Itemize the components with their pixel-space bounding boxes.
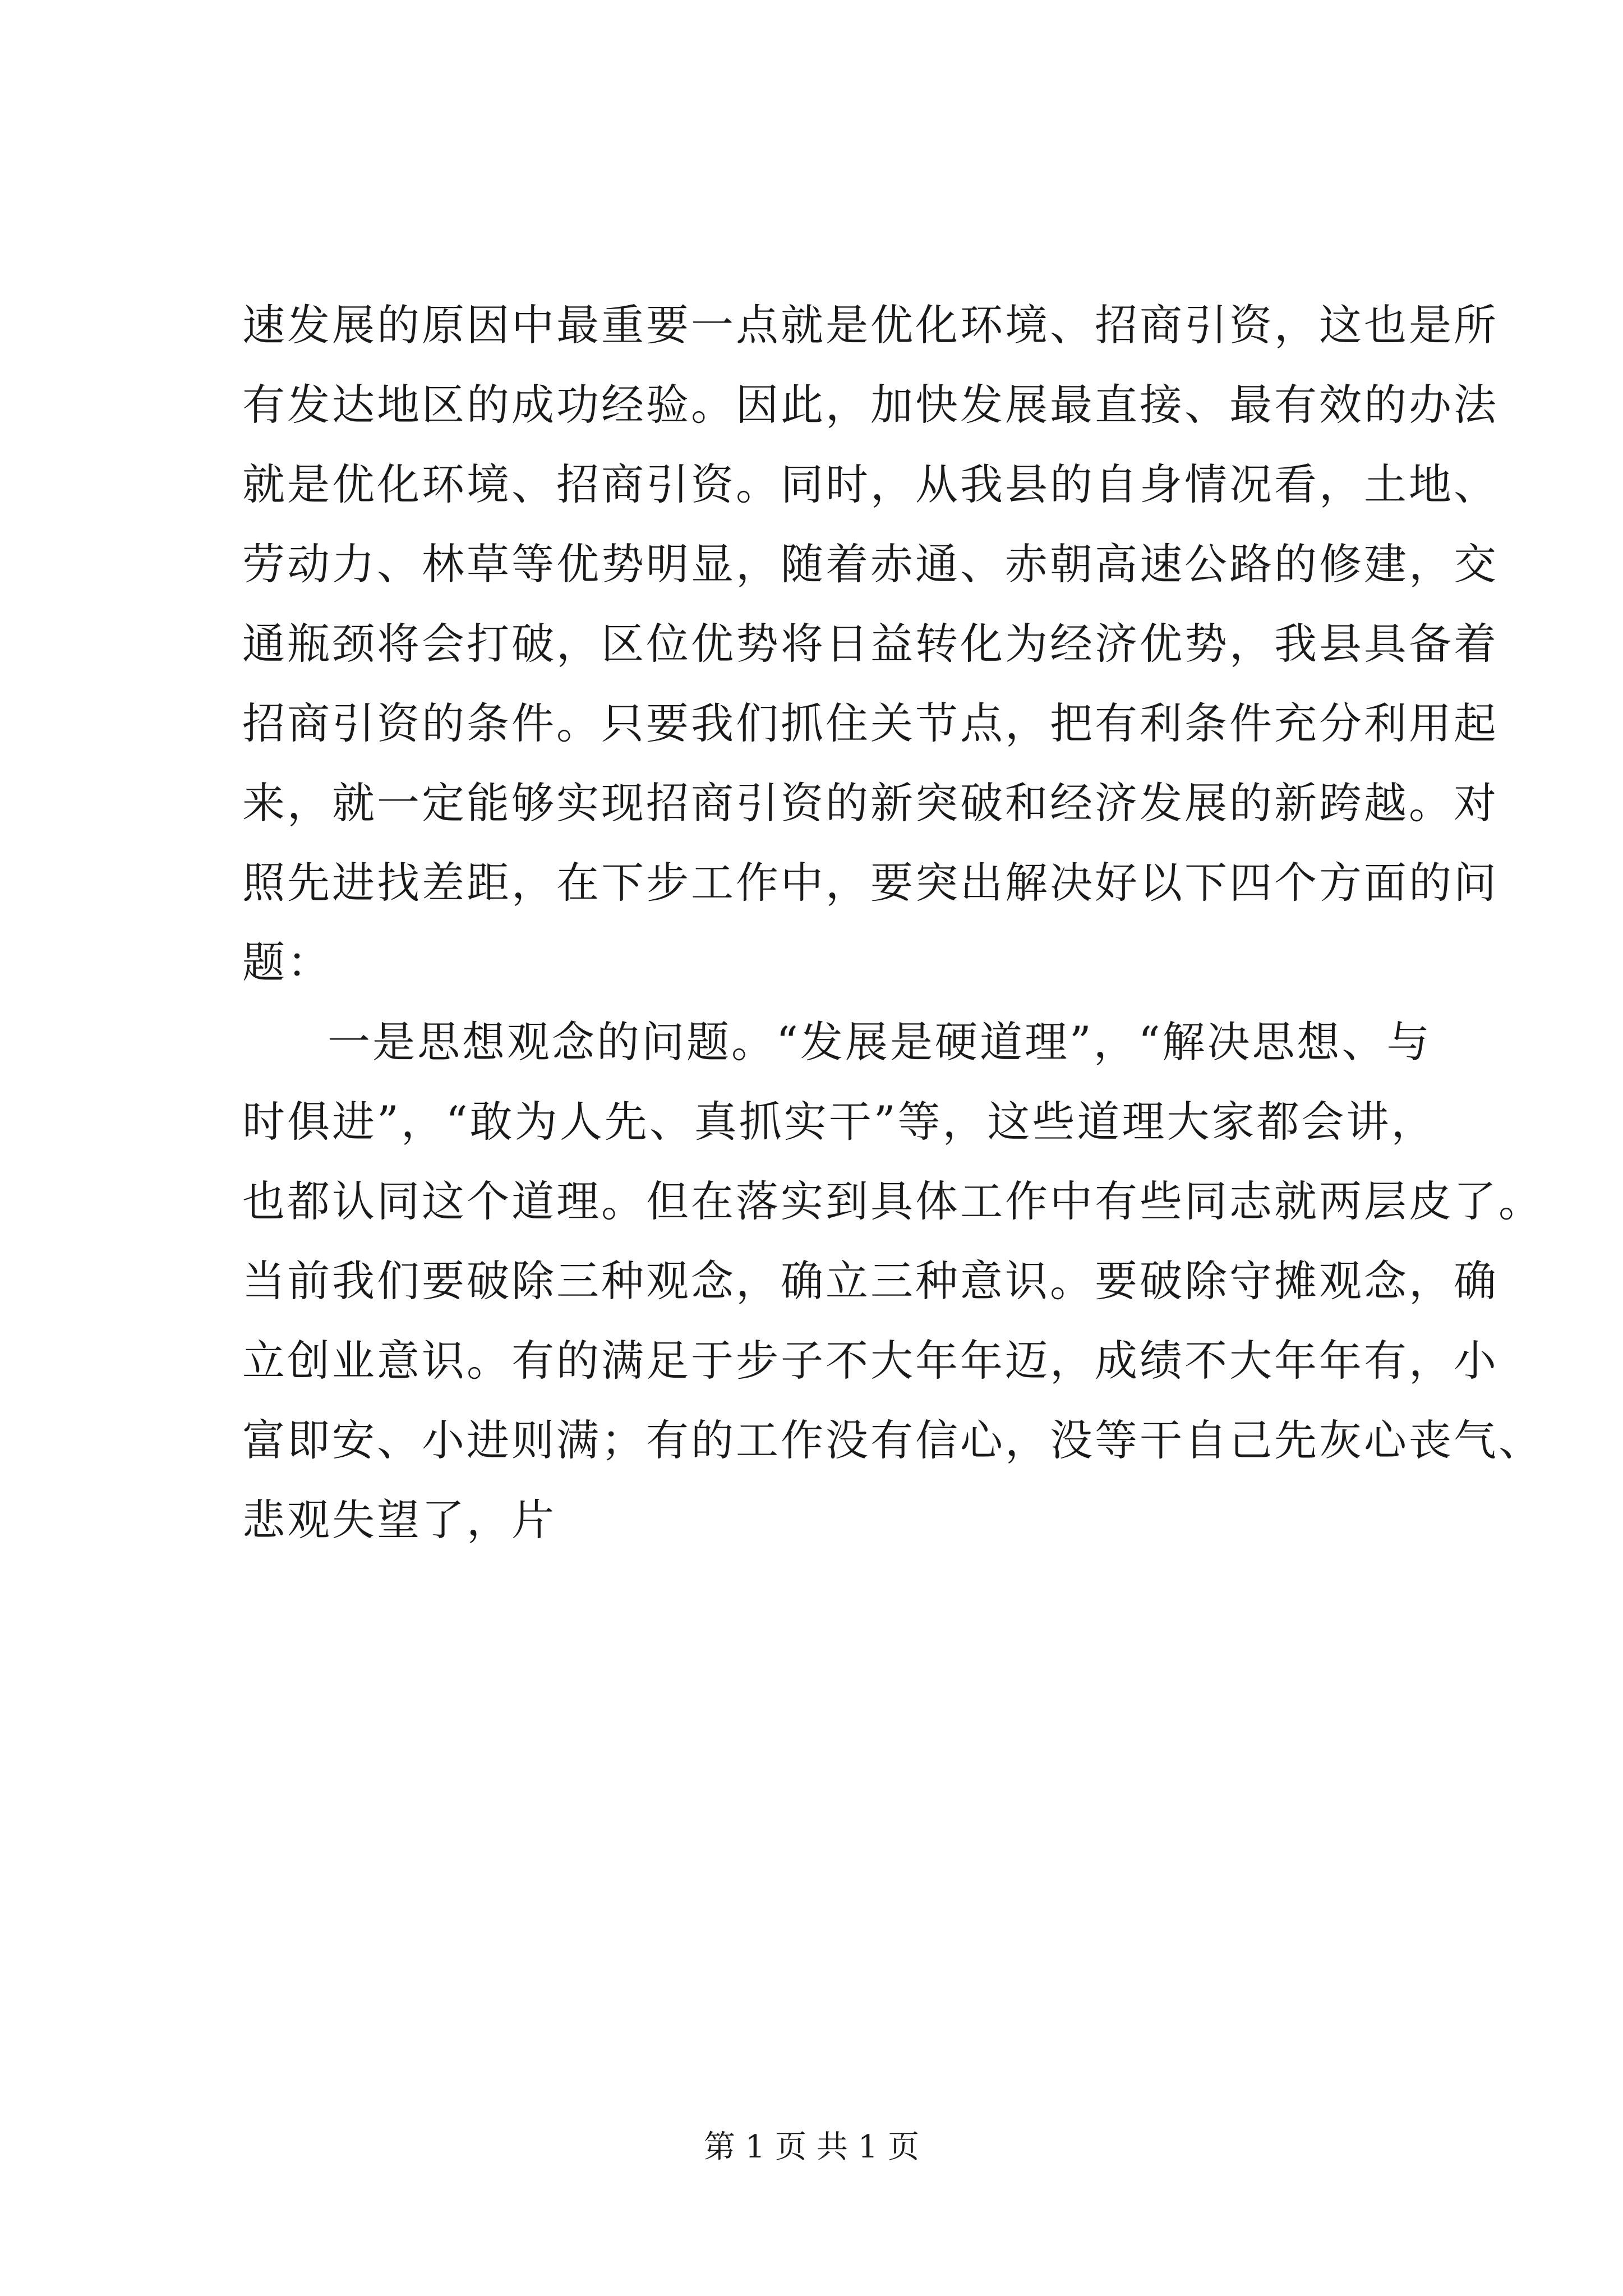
text-line: 立创业意识。有的满足于步子不大年年迈，成绩不大年年有，小 bbox=[242, 1336, 1498, 1386]
text-line: 富即安、小进则满；有的工作没有信心，没等干自己先灰心丧气、 bbox=[242, 1415, 1543, 1465]
text-line: 也都认同这个道理。但在落实到具体工作中有些同志就两层皮了。 bbox=[242, 1176, 1543, 1226]
text-line: 劳动力、林草等优势明显，随着赤通、赤朝高速公路的修建，交 bbox=[242, 539, 1498, 589]
text-line: 时俱进”，“敢为人先、真抓实干”等，这些道理大家都会讲， bbox=[242, 1097, 1436, 1147]
text-line: 照先进找差距，在下步工作中，要突出解决好以下四个方面的问 bbox=[242, 858, 1498, 908]
text-line: 题： bbox=[242, 937, 332, 987]
paragraph-start-line: 一是思想观念的问题。“发展是硬道理”，“解决思想、与 bbox=[328, 1017, 1432, 1067]
text-line: 当前我们要破除三种观念，确立三种意识。要破除守摊观念，确 bbox=[242, 1256, 1498, 1306]
page-number-footer: 第 1 页 共 1 页 bbox=[703, 2129, 920, 2165]
text-line: 来，就一定能够实现招商引资的新突破和经济发展的新跨越。对 bbox=[242, 778, 1498, 828]
text-line: 通瓶颈将会打破，区位优势将日益转化为经济优势，我县具备着 bbox=[242, 619, 1498, 669]
text-line: 招商引资的条件。只要我们抓住关节点，把有利条件充分利用起 bbox=[242, 698, 1498, 748]
text-line: 悲观失望了，片 bbox=[242, 1495, 556, 1545]
text-line: 速发展的原因中最重要一点就是优化环境、招商引资，这也是所 bbox=[242, 300, 1498, 350]
text-line: 就是优化环境、招商引资。同时，从我县的自身情况看，土地、 bbox=[242, 459, 1498, 509]
text-line: 有发达地区的成功经验。因此，加快发展最直接、最有效的办法 bbox=[242, 380, 1498, 430]
